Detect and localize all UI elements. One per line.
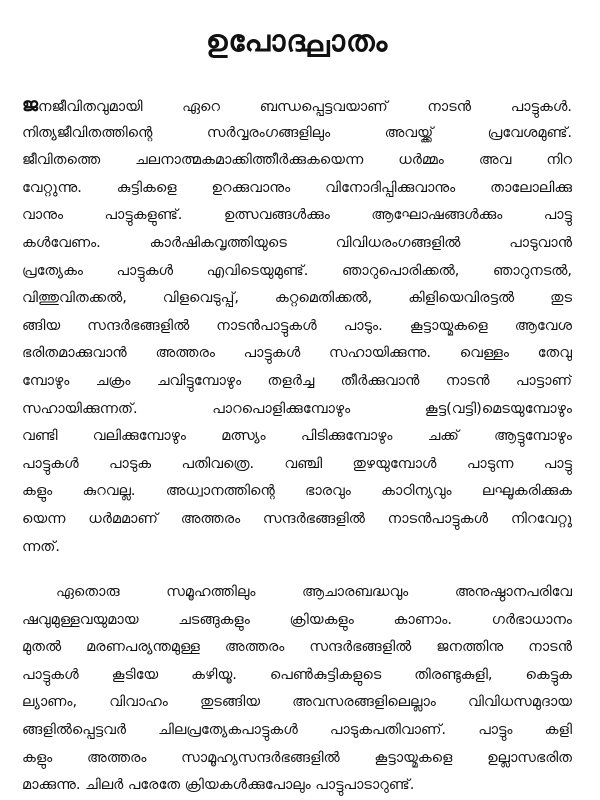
text-line: മാക്കുന്നു. ചിലർ പരേതേ ക്രിയകൾക്കുപോലും പാട്ടുപാടാറുണ്ട്.: [22, 777, 415, 794]
text-line: [22, 92, 572, 120]
text-line: നിത്യജീവിതത്തിന്റെ സർവ്വരംഗങ്ങളിലും അവയ്ക്ക് പ്രവേശമുണ്ട്.: [22, 124, 572, 141]
text-line: ങ്ങിയ സന്ദർഭങ്ങളിൽ നാടൻപാട്ടുകൾ പാടും. കൂട്ടായ്മകളെ ആവേശ: [22, 317, 572, 334]
text-line: ന്നത്.: [22, 538, 61, 555]
text-line: സഹായിക്കുന്നത്. പാറപൊളിക്കുമ്പോഴും കൂട്ട(വട്ടി)മെടയുമ്പോഴും: [22, 400, 572, 417]
text-line: പ്രത്യേകം പാട്ടുകൾ എവിടെയുമുണ്ട്. ഞാറുപൊരിക്കൽ, ഞാറുനടൽ,: [22, 262, 572, 279]
text-line: ജീവിതത്തെ ചലനാത്മകമാക്കിത്തീർക്കുകയെന്ന ധർമ്മം അവ നിറ: [22, 152, 572, 169]
text-line: കളും കുറവല്ല. അധ്വാനത്തിന്റെ ഭാരവും കാഠിന്യവും ലഘൂകരിക്കുക: [22, 483, 572, 500]
text-line: ങ്ങളിൽപ്പെട്ടവർ ചിലപ്രത്യേകപാട്ടുകൾ പാടുകപതിവാണ്. പാട്ടും കളി: [22, 722, 572, 739]
page-title: ഉപോദ്ഘാതം: [205, 24, 389, 59]
text-line: ല്യാണം, വിവാഹം തുടങ്ങിയ അവസരങ്ങളിലെല്ലാം വിവിധസമുദായ: [22, 694, 572, 711]
text-line: ഷവുമുള്ളവയുമായ ചടങ്ങുകളും ക്രിയകളും കാണാം. ഗർഭാധാനം: [22, 611, 572, 628]
text-line: കളും അത്തരം സാമൂഹ്യസന്ദർഭങ്ങളിൽ കൂട്ടായ്മകളെ ഉല്ലാസഭരിത: [22, 749, 572, 766]
text-line: മ്പോഴും ചക്രം ചവിട്ടുമ്പോഴും തളർച്ച തീർക്കുവാൻ നാടൻ പാട്ടാണ്: [22, 372, 572, 389]
text-line: വാനും പാട്ടുകളുണ്ട്. ഉത്സവങ്ങൾക്കും ആഘോഷങ്ങൾക്കും പാട്ടു: [22, 207, 572, 224]
text-line: മുതൽ മരണപര്യന്തമുള്ള അത്തരം സന്ദർഭങ്ങളിൽ ജനത്തിനു നാടൻ: [22, 639, 572, 656]
text-line: ഏതൊരു സമൂഹത്തിലും ആചാരബദ്ധവും അനുഷ്ഠാനപരിവേ: [56, 584, 572, 601]
text-line: വേറ്റുന്നു. കുട്ടികളെ ഉറക്കുവാനും വിനോദിപ്പിക്കുവാനും താലോലിക്കു: [22, 179, 572, 196]
drop-cap: ജ: [22, 94, 38, 116]
paragraph-gap: [22, 561, 572, 579]
text-line: ഭരിതമാക്കുവാൻ അത്തരം പാട്ടുകൾ സഹായിക്കുന്നു. വെള്ളം തേവു: [22, 345, 572, 362]
text-line: വണ്ടി വലിക്കുമ്പോഴും മത്സ്യം പിടിക്കുമ്പോഴും ചക്ക് ആട്ടുമ്പോഴും: [22, 428, 572, 445]
text-line: കൾവേണം. കാർഷികവൃത്തിയുടെ വിവിധരംഗങ്ങളിൽ പാടുവാൻ: [22, 234, 572, 251]
text-line-rest: നജീവിതവുമായി ഏറെ ബന്ധപ്പെട്ടവയാണ് നാടൻ പാട്ടുകൾ.: [37, 99, 572, 115]
text-line: യെന്ന ധർമമാണ് അത്തരം സന്ദർഭങ്ങളിൽ നാടൻപാട്ടുകൾ നിറവേറ്റു: [22, 510, 572, 527]
paragraph-1: [22, 92, 572, 561]
text-line: വിത്തുവിതക്കൽ, വിളവെടുപ്പ്, കറ്റമെതിക്കൽ, കിളിയെവിരട്ടൽ തുട: [22, 290, 572, 307]
paragraph-2: [22, 579, 572, 800]
text-line: പാട്ടുകൾ കൂടിയേ കഴിയൂ. പെൺകുട്ടികളുടെ തിരണ്ടുകുളി, കെട്ടുക: [22, 666, 572, 683]
text-line: പാട്ടുകൾ പാടുക പതിവത്രെ. വഞ്ചി തുഴയുമ്പോൾ പാടുന്ന പാട്ടു: [22, 455, 572, 472]
